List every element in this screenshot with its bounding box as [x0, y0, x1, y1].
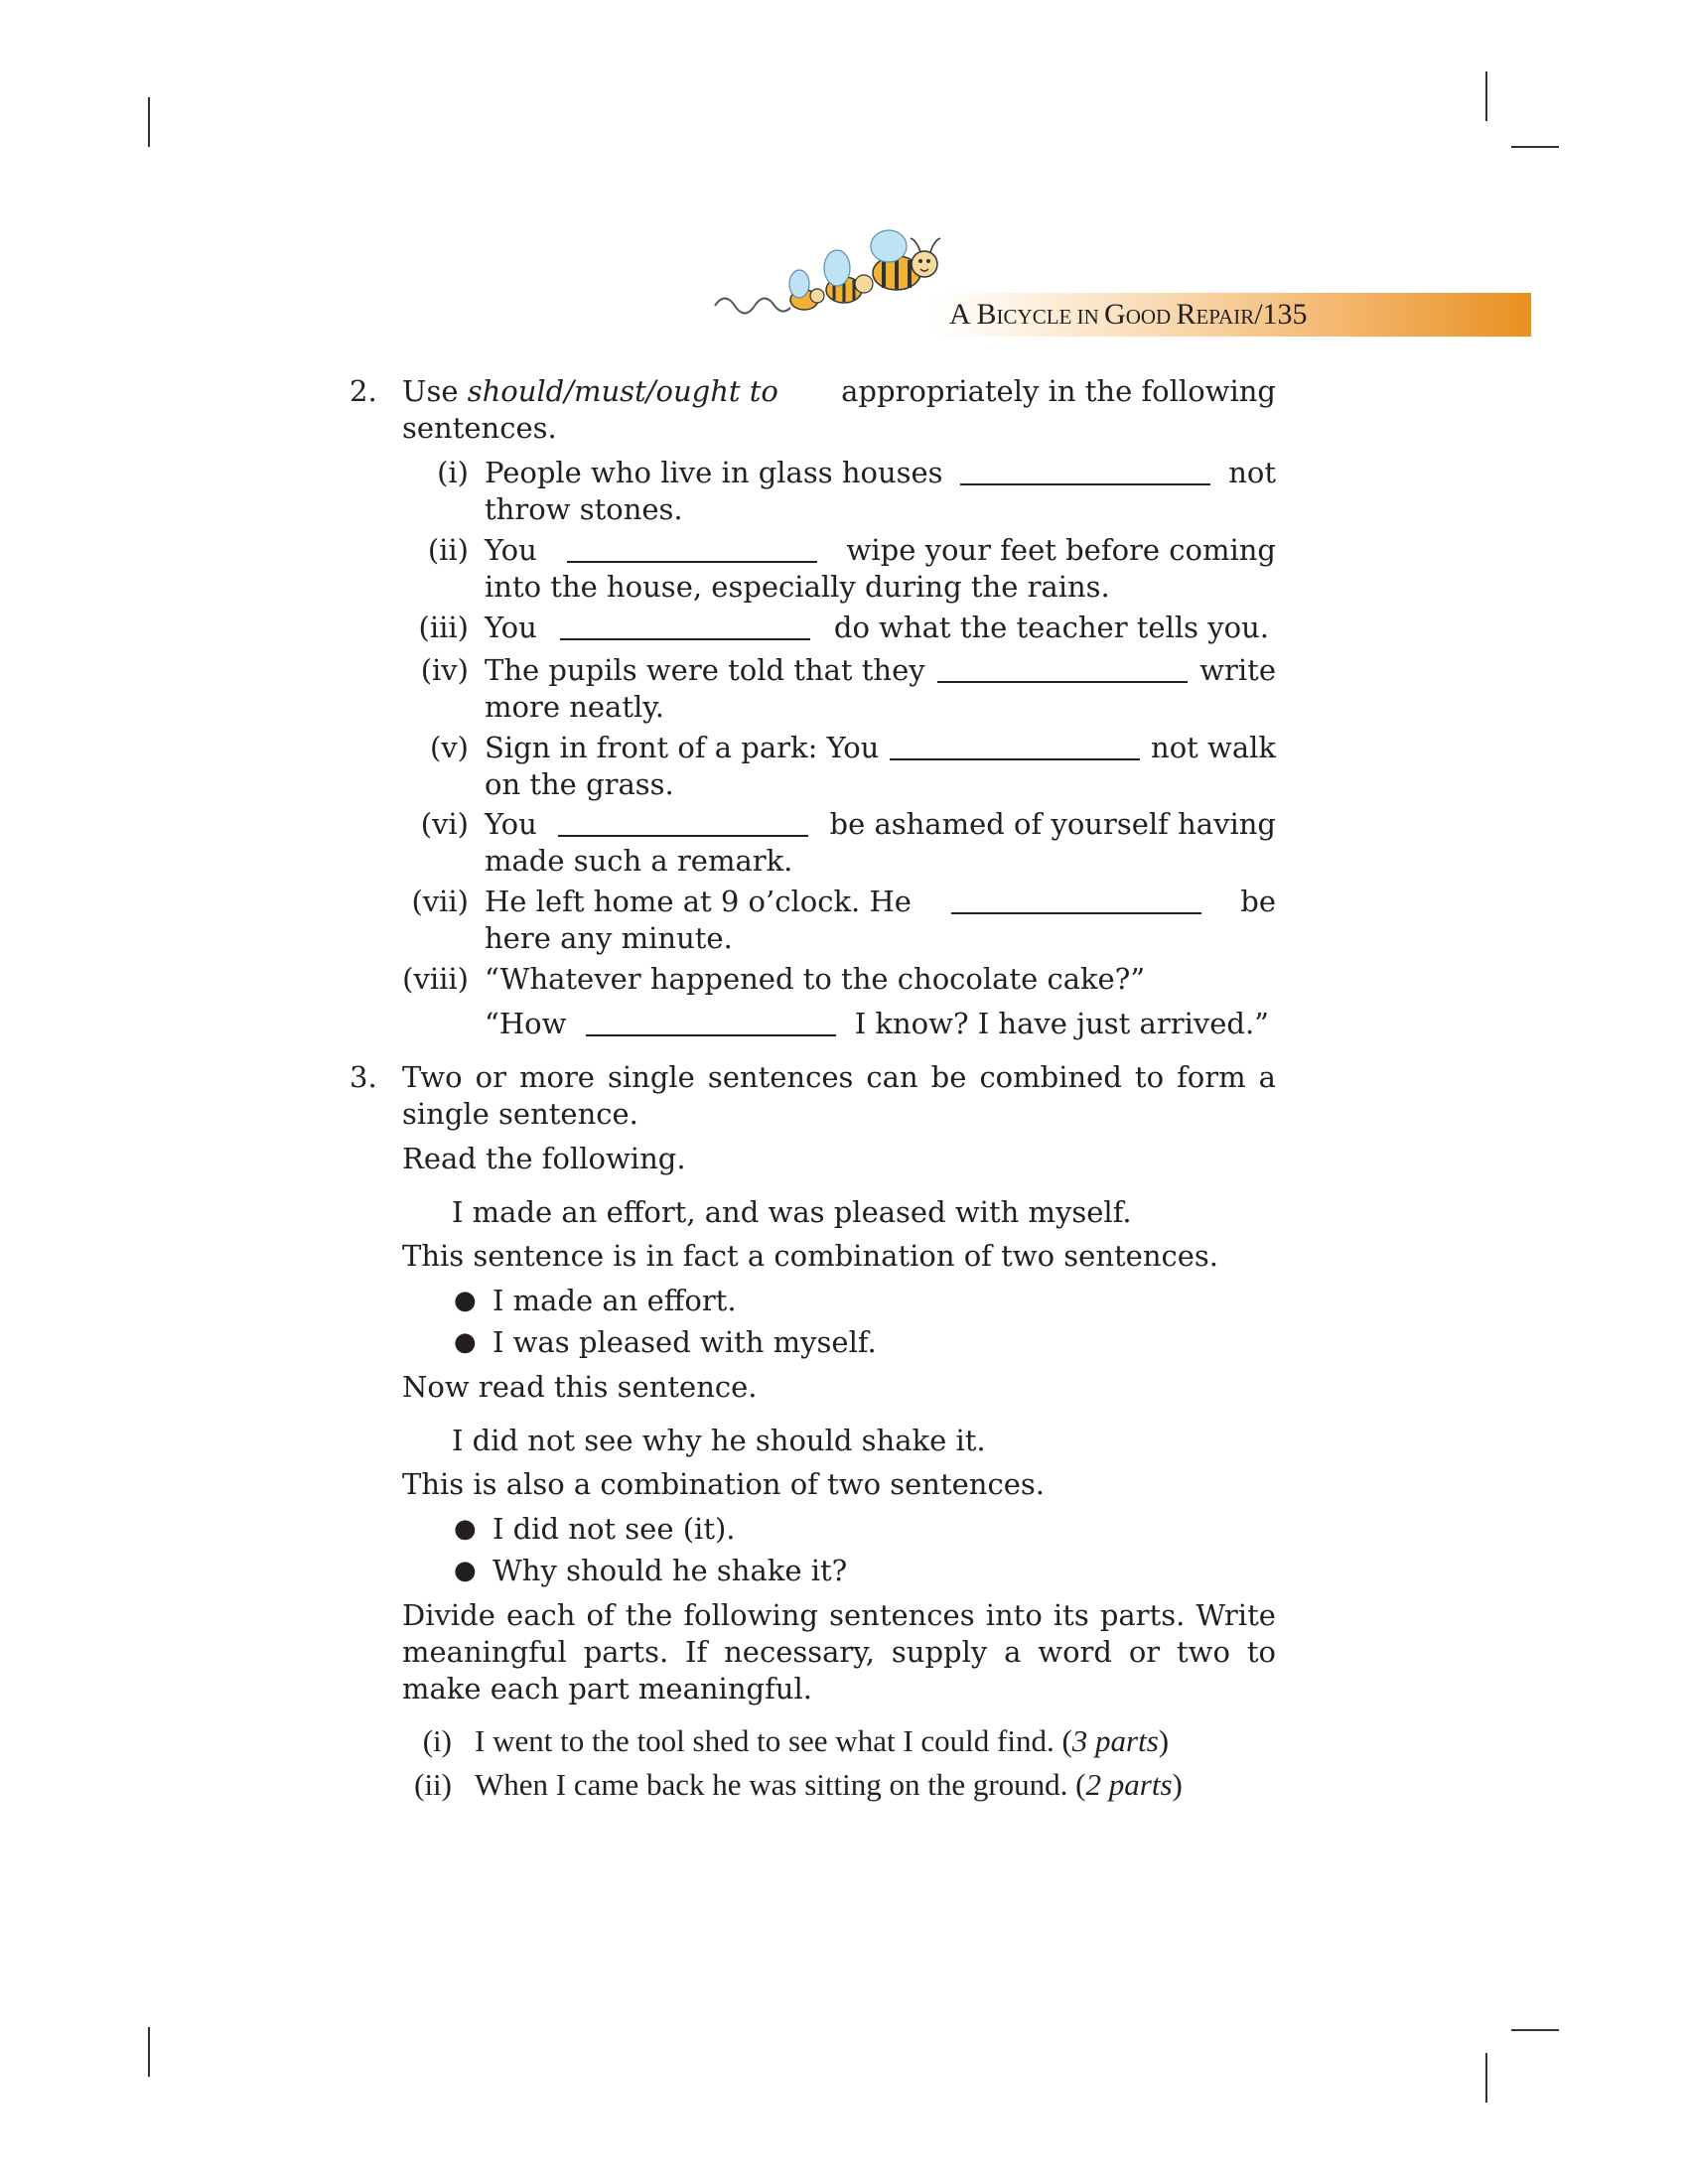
question-number: 3. [350, 1060, 377, 1094]
example-sentence: I did not see why he should shake it. [452, 1424, 986, 1457]
exercise-item: “Whatever happened to the chocolate cake?” [485, 962, 1146, 996]
word: sentences [829, 1598, 975, 1632]
answer-blank [951, 888, 1201, 914]
item-number: (iv) [420, 653, 469, 687]
word: can [866, 1060, 918, 1094]
bullet-item: I did not see (it). [492, 1512, 736, 1546]
item-number: (i) [422, 1723, 452, 1758]
answer-blank [586, 1011, 836, 1036]
word: be [930, 1060, 967, 1094]
item-number: (vii) [411, 885, 469, 918]
exercise-item: Sign in front of a park: You not walk [485, 731, 1276, 764]
item-number: (viii) [402, 962, 469, 996]
word: following [683, 1598, 818, 1632]
exercise-item: more neatly. [485, 690, 665, 724]
word: to [1134, 1060, 1165, 1094]
item-number: (v) [429, 731, 469, 764]
exercise-item: You do what the teacher tells you. [485, 611, 1269, 644]
bullet-icon: ● [454, 1556, 477, 1585]
question-number: 2. [350, 374, 377, 408]
word: to [1246, 1635, 1276, 1669]
example-sentence: I made an effort, and was pleased with myself. [452, 1195, 1132, 1229]
crop-mark [1511, 146, 1559, 148]
word: or [1128, 1635, 1161, 1669]
bullet-icon: ● [454, 1286, 477, 1315]
bullet-item: I made an effort. [492, 1284, 737, 1317]
exercise-item: When I came back he was sitting on the ground. (2 parts) [475, 1767, 1183, 1802]
word: Divide [402, 1598, 495, 1632]
exercise-item: throw stones. [485, 492, 683, 526]
word: form [1177, 1060, 1246, 1094]
crop-mark [148, 2027, 150, 2077]
item-number: (vi) [420, 807, 469, 841]
item-number: (i) [437, 456, 469, 489]
word: parts. [1099, 1598, 1186, 1632]
exercise-item: I went to the tool shed to see what I could find. (3 parts) [475, 1723, 1170, 1758]
instruction-text [402, 1596, 1276, 1634]
word: word [1038, 1635, 1112, 1669]
item-number: (iii) [418, 611, 469, 644]
question-intro: Use should/must/ought to appropriately in the following [402, 374, 1276, 408]
instruction-text: Now read this sentence. [402, 1370, 758, 1404]
word: If [685, 1635, 708, 1669]
word: of [586, 1598, 615, 1632]
word: necessary, [724, 1635, 876, 1669]
bees-illustration-icon [710, 228, 948, 328]
answer-blank [890, 735, 1140, 760]
exercise-item: made such a remark. [485, 844, 793, 878]
bullet-icon: ● [454, 1327, 477, 1357]
word: meaningful [402, 1635, 567, 1669]
word: two [1177, 1635, 1230, 1669]
word: supply [891, 1635, 988, 1669]
word: parts. [583, 1635, 669, 1669]
body-text: This is also a combination of two sentences. [402, 1467, 1045, 1501]
answer-blank [558, 811, 808, 837]
word: sentences [707, 1060, 854, 1094]
item-number: (ii) [427, 533, 469, 567]
word: into [985, 1598, 1043, 1632]
word: more [518, 1060, 595, 1094]
question-intro: single sentence. [402, 1097, 638, 1131]
crop-mark [1485, 2053, 1487, 2103]
word: each [506, 1598, 576, 1632]
exercise-item: The pupils were told that they write [485, 653, 1276, 687]
exercise-item: on the grass. [485, 767, 674, 801]
instruction-text [402, 1633, 1276, 1671]
body-text: This sentence is in fact a combination of two sentences. [402, 1239, 1218, 1273]
word: combined [979, 1060, 1122, 1094]
word: single [608, 1060, 695, 1094]
instruction-text: Read the following. [402, 1142, 686, 1175]
word: a [1004, 1635, 1022, 1669]
exercise-item: People who live in glass houses not [485, 456, 1276, 489]
running-header: A BICYCLE IN GOOD REPAIR/135 [949, 298, 1308, 331]
bullet-item: I was pleased with myself. [492, 1325, 877, 1359]
exercise-item: into the house, especially during the rains. [485, 570, 1110, 604]
answer-blank [937, 657, 1188, 683]
crop-mark [148, 97, 150, 147]
word: or [475, 1060, 506, 1094]
question-intro [402, 1058, 1276, 1096]
answer-blank [560, 614, 810, 640]
word: Two [402, 1060, 463, 1094]
item-number: (ii) [414, 1767, 452, 1802]
word: Write [1196, 1598, 1276, 1632]
bullet-item: Why should he shake it? [492, 1554, 848, 1587]
exercise-item: here any minute. [485, 921, 733, 955]
question-intro: sentences. [402, 411, 557, 445]
answer-blank [960, 460, 1210, 485]
word: a [1258, 1060, 1276, 1094]
crop-mark [1485, 71, 1487, 121]
exercise-item: He left home at 9 o’clock. He be [485, 885, 1276, 918]
instruction-text: make each part meaningful. [402, 1672, 812, 1706]
bullet-icon: ● [454, 1514, 477, 1544]
exercise-item: You wipe your feet before coming [485, 533, 1276, 567]
exercise-item: You be ashamed of yourself having [485, 807, 1276, 841]
answer-blank [567, 537, 817, 563]
exercise-item: “How I know? I have just arrived.” [485, 1007, 1269, 1040]
crop-mark [1511, 2029, 1559, 2031]
word: the [625, 1598, 673, 1632]
word: its [1053, 1598, 1089, 1632]
